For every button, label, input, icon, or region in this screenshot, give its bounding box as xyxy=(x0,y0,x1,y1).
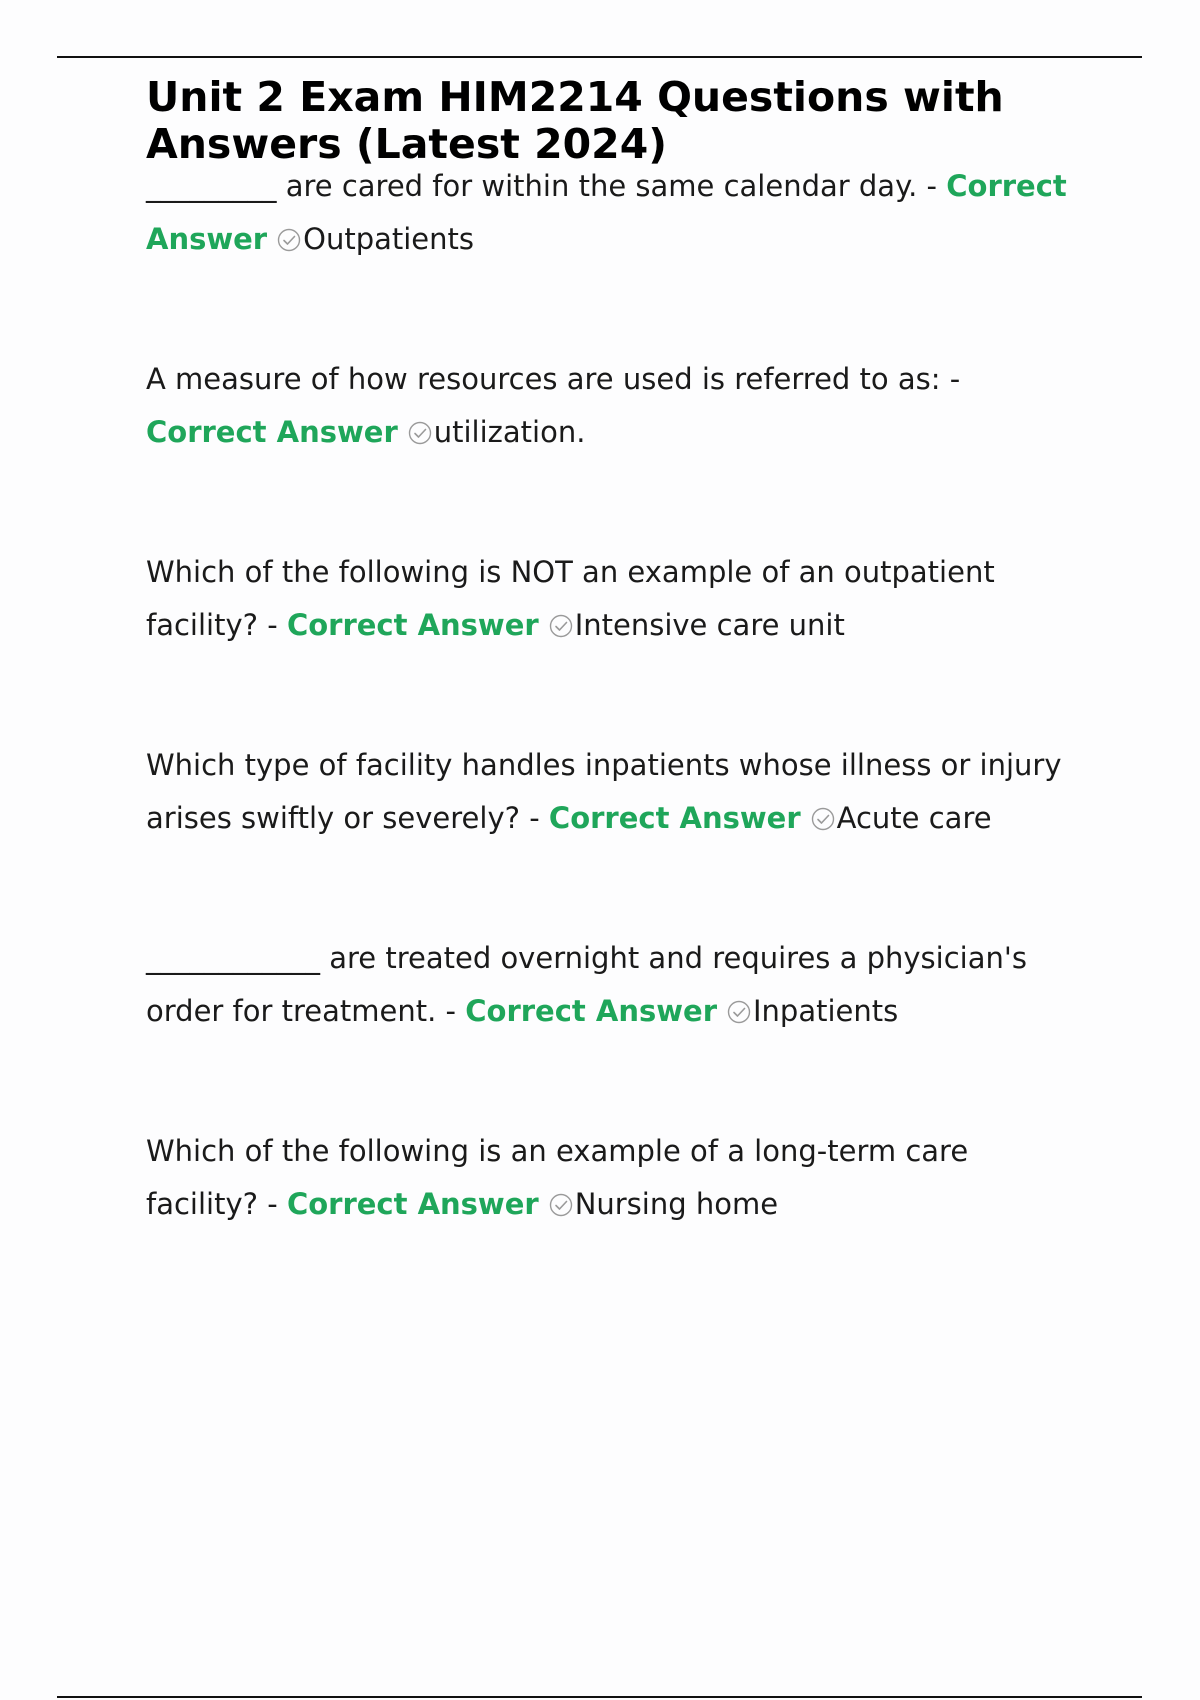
question-text: ____________ are treated overnight and requires a physician's order for treatment. - xyxy=(146,941,1027,1028)
qa-item-2 xyxy=(146,353,1086,461)
correct-answer-label: Correct Answer xyxy=(146,414,398,449)
qa-item-1 xyxy=(146,160,1086,268)
correct-answer-label: Correct Answer xyxy=(465,993,717,1028)
question-text: Which of the following is NOT an example of an outpatient facility? - xyxy=(146,555,995,642)
bottom-rule xyxy=(57,1696,1142,1698)
question-text: Which type of facility handles inpatients whose illness or injury arises swiftly or severely? - xyxy=(146,748,1062,835)
question-text: A measure of how resources are used is referred to as: - xyxy=(146,362,961,396)
document-title: Unit 2 Exam HIM2214 Questions with Answers (Latest 2024) xyxy=(146,73,1004,168)
question-text: Which of the following is an example of a long-term care facility? - xyxy=(146,1134,969,1221)
answer-text: Inpatients xyxy=(753,993,899,1028)
correct-answer-label: Correct Answer xyxy=(146,169,1067,256)
check-circle-icon xyxy=(549,602,573,655)
answer-text: Acute care xyxy=(836,800,992,835)
check-circle-icon xyxy=(277,216,301,269)
correct-answer-label: Correct Answer xyxy=(286,607,539,642)
check-circle-icon xyxy=(811,795,835,848)
check-circle-icon xyxy=(408,409,432,462)
answer-text: Intensive care unit xyxy=(574,607,845,642)
document-content xyxy=(146,68,1086,1233)
qa-item-3 xyxy=(146,546,1086,654)
answer-text: utilization. xyxy=(433,414,586,449)
answer-text: Nursing home xyxy=(574,1186,779,1221)
check-circle-icon xyxy=(727,988,751,1041)
qa-item-6 xyxy=(146,1125,1086,1233)
qa-item-4 xyxy=(146,739,1086,847)
answer-text: Outpatients xyxy=(303,221,475,256)
correct-answer-label: Correct Answer xyxy=(548,800,801,835)
correct-answer-label: Correct Answer xyxy=(286,1186,539,1221)
top-rule xyxy=(57,56,1142,58)
qa-item-5 xyxy=(146,932,1086,1040)
question-text: _________ are cared for within the same calendar day. - xyxy=(146,169,938,203)
check-circle-icon xyxy=(549,1181,573,1234)
